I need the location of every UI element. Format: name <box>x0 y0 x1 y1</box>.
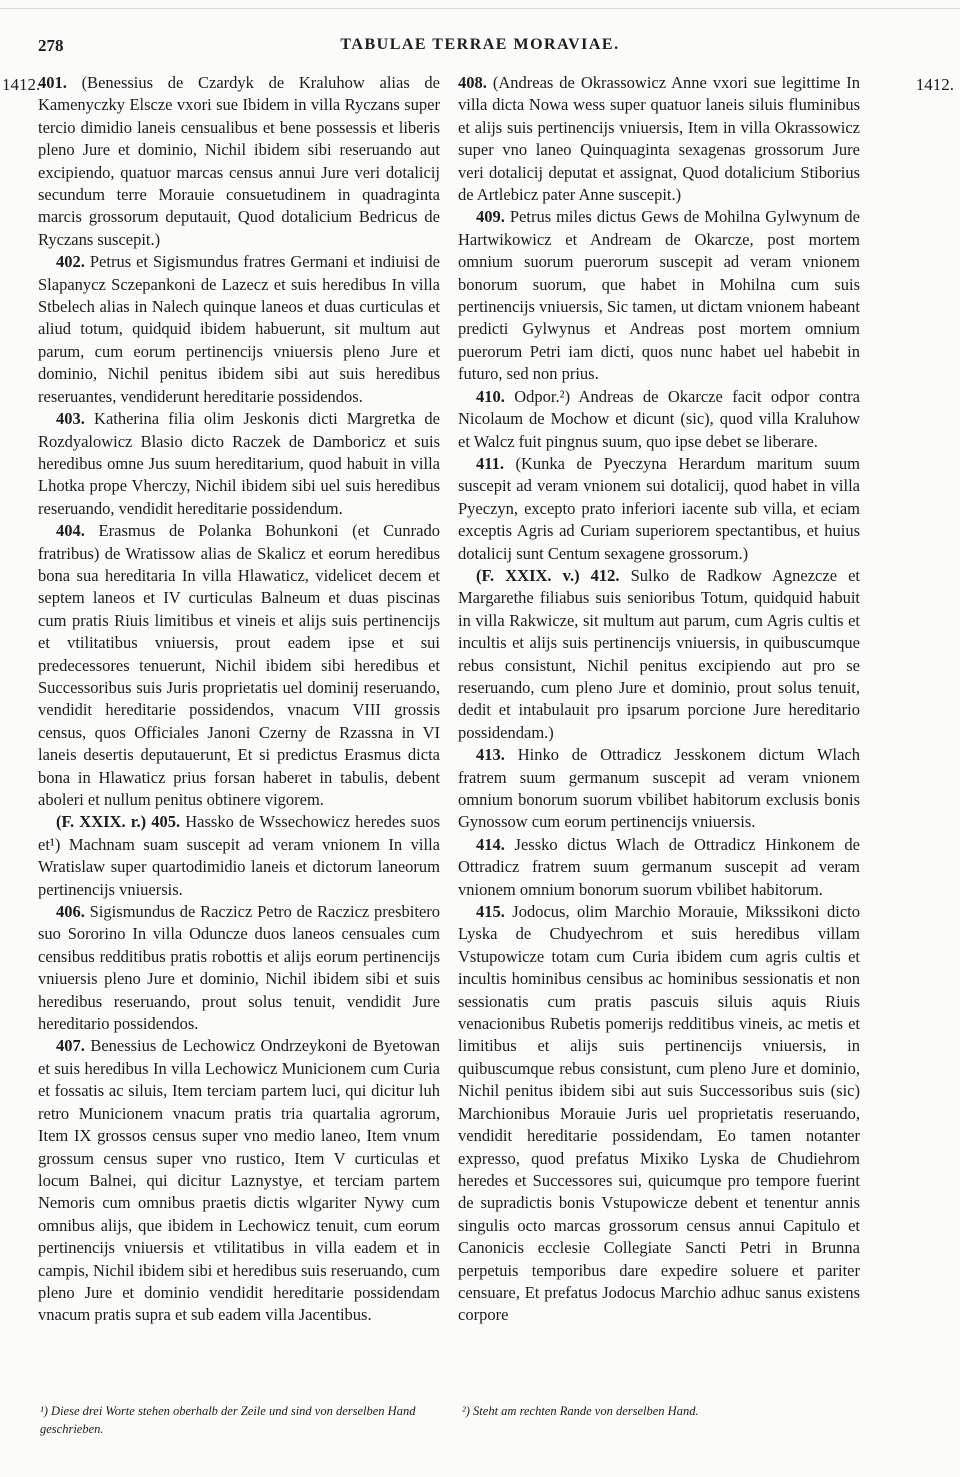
entry-number: 406. <box>56 902 85 922</box>
entry-number: 409. <box>476 207 505 227</box>
entry-paragraph <box>458 386 860 453</box>
top-edge-rule <box>0 8 960 9</box>
entry-text: Benessius de Lechowicz Ondrzeykoni de Byetowan et suis heredibus In villa Lechowicz Municionem cum Curia et fossatis ac siluis, Item terciam partem luci, qui dicitur luh retro Municionem vnacum pratis tria quartalia agrorum, Item IX grossos census super vno medio laneo, Item vnum grossum census super vno rustico, Item V curticulas et locum Balnei, qui dicitur Laznystye, et terciam partem Nemoris cum omnibus praetis dictis wlgariter Nywy cum omnibus alijs, que ibidem in Lechowicz tenuit, cum eorum pertinencijs vniuersis et vtilitatibus in villa eadem et in campis, Nichil ibidem sibi et heredibus suis reseruando, cum pleno Jure et dominio vendidit hereditarie possidendam vnacum pratis supra et sub eadem villa Jacentibus. <box>38 1036 440 1325</box>
footnote-mark: ²) <box>462 1404 470 1418</box>
entry-paragraph <box>458 744 860 834</box>
entry-number: 410. <box>476 386 505 406</box>
entry-paragraph <box>458 206 860 385</box>
entry-text: Hassko de Wssechowicz heredes suos et¹) Machnam suam suscepit ad veram vnionem In villa Wratislaw super quartodimidio laneis et dictorum laneorum pertinencijs vniuersis. <box>38 812 441 899</box>
entry-text: Petrus miles dictus Gews de Mohilna Gylwynum de Hartwikowicz et Andream de Okarcze, post mortem omnium suorum puerorum suscepit ad veram vnionem bonorum suorum, que habet in Mohilna cum suis pertinencijs vniuersis, Sic tamen, ut dictam vnionem habeant predicti Gylwynus et Andreas post mortem omnium puerorum Petri iam dicti, quos nunc habet uel habebit in futuro, sed non prius. <box>458 207 861 384</box>
entry-paragraph <box>38 251 440 408</box>
entry-paragraph <box>458 834 860 901</box>
entry-text: Erasmus de Polanka Bohunkoni (et Cunrado fratribus) de Wratissow alias de Skalicz et eorum heredibus bona sua hereditaria In villa Hlawaticz, videlicet decem et septem laneos et IV curticulas Balneum et duas piscinas cum pratis Riuis limitibus et vineis et alijs suis pertinencijs et vtilitatibus vniuersis, prout eadem ipse et sui predecessores tenuerunt, Nichil ibidem sibi heredibus et Successoribus suis Juris proprietatis uel dominij reseruando, vendidit hereditarie possidendos, vnacum VIII grossis census, quos Officiales Janoni Czerny de Rzassna in VI laneis desertis deputauerunt, Et si predictus Erasmus dicta bona in Hlawaticz prius forsan haberet in tabulis, debent aboleri et nullum penitus obtinere vigorem. <box>38 521 441 809</box>
footnote-left <box>40 1402 440 1438</box>
page-number: 278 <box>38 36 64 55</box>
entry-number: (F. XXIX. v.) 412. <box>476 565 620 585</box>
footnote-text: Diese drei Worte stehen oberhalb der Zeile und sind von derselben Hand geschrieben. <box>40 1404 416 1436</box>
entry-text: Sigismundus de Raczicz Petro de Raczicz presbitero suo Sororino In villa Oduncze duos laneos censuales cum censibus redditibus pratis robottis et alijs eorum pertinencijs vniuersis pleno Jure et dominio, Nichil ibidem sibi et suis heredibus reseruando, prout solus tenuit, vendidit Jure hereditario possidendos. <box>38 902 441 1034</box>
entry-number: 413. <box>476 745 505 765</box>
entry-paragraph <box>458 565 860 744</box>
entry-text: Katherina filia olim Jeskonis dicti Margretka de Rozdyalowicz Blasio dicto Raczek de Damboricz et suis heredibus omne Jus suum hereditarium, quod habuit in villa Lhotka prope Vherczy, Nichil ibidem sibi uel suis heredibus reseruando, vendidit hereditarie possidendum. <box>38 409 440 518</box>
right-column <box>458 72 860 1327</box>
entry-text: Petrus et Sigismundus fratres Germani et indiuisi de Slapanycz Sczepankoni de Lazecz et suis heredibus In villa Stbelech alias in Nalech quinque laneos et duas curticulas et aliud totum, quidquid ibidem habuerunt, sit multum aut parum, cum eorum pertinencijs vniuersis pleno Jure et dominio, Nichil penitus ibidem sibi aut suis heredibus reseruantes, vendiderunt hereditarie possidendos. <box>38 252 441 406</box>
entry-text: (Benessius de Czardyk de Kraluhow alias de Kamenyczky Elscze vxori sue Ibidem in villa Ryczans super tercio dimidio laneis censualibus et bene possessis et liberis pleno Jure et dominio, Nichil ibidem sibi reseruando aut excipiendo, quatuor marcas census annui Jure veri dotalicij secundum terre Morauie consuetudinem in quadraginta marcis grossorum deputauit, Quod dotalicium Bedricus de Ryczans suscepit.) <box>38 73 440 249</box>
entry-number: 411. <box>476 453 504 473</box>
entry-number: 401. <box>38 73 67 92</box>
margin-year-left: 1412. <box>2 75 41 94</box>
entry-number: 408. <box>458 73 487 92</box>
entry-paragraph <box>38 901 440 1035</box>
entry-paragraph <box>38 520 440 811</box>
footnote-mark: ¹) <box>40 1404 48 1418</box>
entry-text: Jodocus, olim Marchio Morauie, Mikssikoni dicto Lyska de Chudyechrom et suis heredibus villam Vstupowicze totam cum Curia ibidem cum agris cultis et incultis hominibus censibus ac hominibus sessionatis et non sessionatis cum pratis pascuis siluis aquis Riuis venacionibus Rubetis pomerijs redditibus vineis, ac metis et limitibus et alijs suis pertinencijs vniuersis, in quibuscumque rebus consistunt, cum pleno Jure et dominio, Nichil penitus ibidem sibi aut suis Successoribus suis (sic) Marchionibus Morauie Juris uel proprietatis reseruando, vendidit hereditarie possidendam, Eo tamen notanter expresso, quod prefatus Mixiko Lyska de Chudiehrom heredes et Successores sui, quicumque pro tempore fuerint de supradictis bonis Vstupowicze debent et tenentur annis singulis octo marcas grossorum census annui Capitulo et Canonicis ecclesie Collegiate Sancti Petri in Brunna perpetuis temporibus dare expedire soluere et pariter censuare, Et prefatus Jodocus Marchio adhuc sanus existens corpore <box>458 902 860 1325</box>
entry-text: Hinko de Ottradicz Jesskonem dictum Wlach fratrem suum germanum suscepit ad veram vnionem omnium bonorum suorum vbilibet habitorum exclusis bonis Gynossow cum eorum pertinencijs vniuersis. <box>458 745 860 832</box>
entry-paragraph <box>458 453 860 565</box>
entry-paragraph <box>458 72 860 206</box>
entry-text: (Kunka de Pyeczyna Herardum maritum suum suscepit ad veram vnionem sui dotalicij, quod habet in villa Pyeczyn, excepto prato inferiori iacente sub villa, et eciam exceptis Agris ad Curiam superiorem spectantibus, et huius dotalicij sunt Centum sexagene grossorum.) <box>458 453 861 563</box>
entry-text: Jessko dictus Wlach de Ottradicz Hinkonem de Ottradicz fratrem suum germanum suscepit ad veram vnionem omnium bonorum suorum vbilibet habitorum. <box>458 834 860 899</box>
entry-text: Odpor.²) Andreas de Okarcze facit odpor contra Nicolaum de Mochow et dicunt (sic), quod villa Kraluhow et Walcz fuit pingnus suum, quo ipse debet se liberare. <box>458 386 860 451</box>
margin-year-right: 1412. <box>915 75 954 94</box>
entry-number: 402. <box>56 252 85 272</box>
footnote-text: Steht am rechten Rande von derselben Hand. <box>473 1404 699 1418</box>
entry-number: 414. <box>476 834 505 854</box>
entry-number: (F. XXIX. r.) 405. <box>56 812 181 832</box>
entry-paragraph <box>38 408 440 520</box>
entry-paragraph <box>458 901 860 1327</box>
entry-paragraph <box>38 1035 440 1326</box>
running-title: TABULAE TERRAE MORAVIAE. <box>340 36 620 53</box>
left-column <box>38 72 440 1327</box>
entry-text: (Andreas de Okrassowicz Anne vxori sue legittime In villa dicta Nowa wess super quatuor laneis siluis fluminibus et alijs suis pertinencijs vniuersis, Item in villa Okrassowicz super vno laneo Quinquaginta sexagenas grossorum Jure veri dotalicij deputat et assignat, Quod dotalicium Stiborius de Artlebicz pater Anne suscepit.) <box>458 73 861 205</box>
entry-number: 404. <box>56 521 85 541</box>
entry-paragraph <box>38 72 440 251</box>
footnote-right <box>462 1402 862 1420</box>
entry-number: 407. <box>56 1036 85 1056</box>
entry-paragraph <box>38 811 440 901</box>
entry-text: Sulko de Radkow Agnezcze et Margarethe filiabus suis senioribus Totum, quidquid habuit in villa Rakwicze, sit multum aut parum, cum Agris cultis et incultis et alijs suis pertinencijs vniuersis, in quibuscumque rebus consistunt, Nichil penitus excipiendo aut pro se reseruando, cum pleno Jure et dominio, prout solus tenuit, dedit et intabulauit pro ipsarum porcione Jure hereditario possidendam.) <box>458 565 861 742</box>
entry-number: 403. <box>56 409 85 429</box>
entry-number: 415. <box>476 902 505 922</box>
page-header <box>0 36 960 60</box>
